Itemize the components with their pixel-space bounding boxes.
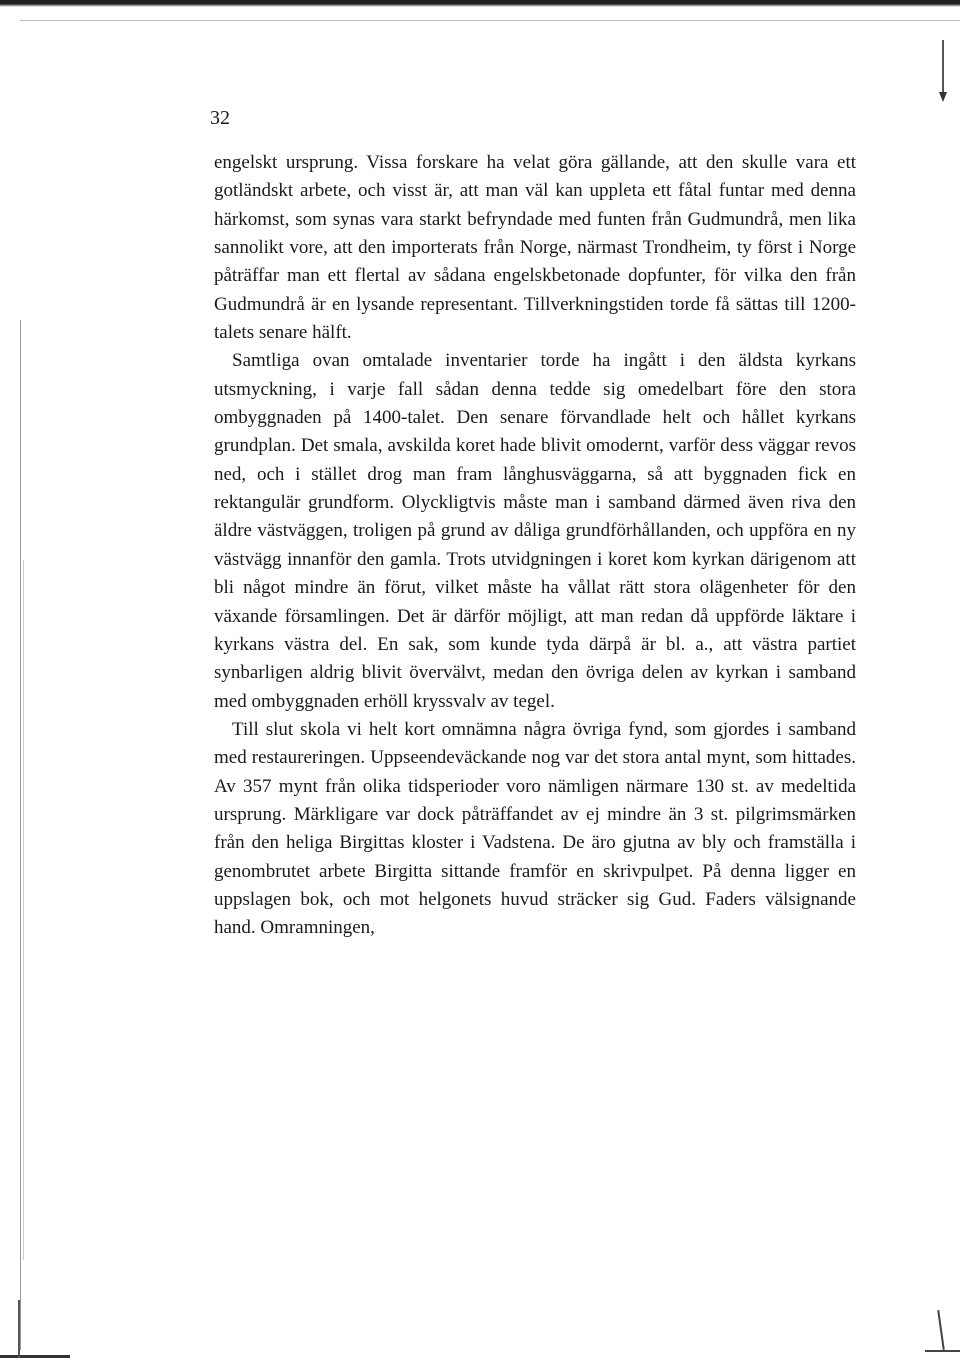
scan-corner-bottom-right-horizontal [925, 1350, 960, 1352]
scan-corner-bottom-left-vertical [18, 1300, 20, 1358]
scan-arrow-right [939, 92, 947, 102]
body-text [214, 149, 856, 943]
scan-corner-bottom-left [0, 1355, 70, 1358]
scan-edge-left [20, 320, 21, 1350]
paragraph-3: Till slut skola vi helt kort omnämna några övriga fynd, som gjordes i samband med restaureringen. Uppseendeväckande nog var det stora antal mynt, som hittades. Av 357 mynt från olika tidsperioder voro nämligen närmare 130 st. av medeltida ursprung. Märkligare var dock påträffandet av ej mindre än 3 st. pilgrimsmärken från den heliga Birgittas kloster i Vadstena. De äro gjutna av bly och framställa i genombrutet arbete Birgitta sittande framför en skrivpulpet. På denna ligger en uppslagen bok, och mot helgonets huvud sträcker sig Gud. Faders välsignande hand. Omramningen, [214, 718, 856, 939]
page-number: 32 [210, 107, 230, 129]
paragraph-1: engelskt ursprung. Vissa forskare ha velat göra gällande, att den skulle vara ett gotländskt arbete, och visst är, att man väl kan uppleta ett fåtal funtar med denna härkomst, som synas vara starkt befryndade med funten från Gudmundrå, men lika sannolikt vore, att den importerats från Norge, närmast Trondheim, ty först i Norge påträffar man ett flertal av sådana engelskbetonade dopfunter, för vilka den från Gudmundrå är en lysande representant. Tillverkningstiden torde få sättas till 1200-talets senare hälft. [214, 152, 856, 344]
scan-edge-top [0, 0, 960, 7]
paragraph-2: Samtliga ovan omtalade inventarier torde ha ingått i den äldsta kyrkans utsmyckning, i varje fall sådan denna tedde sig omedelbart före den stora ombyggnaden på 1400-talet. Den senare förvandlade helt och hållet kyrkans grundplan. Det smala, avskilda koret hade blivit omodernt, varför dess väggar revos ned, och i stället drog man fram långhusväggarna, så att byggnaden fick en rektangulär grundform. Olyckligtvis måste man i samband därmed även riva den äldre västväggen, troligen på grund av dåliga grundförhållanden, och uppföra en ny västvägg innanför den gamla. Trots utvidgningen i koret kom kyrkan därigenom att bli något mindre än förut, vilket måste ha vållat rätt stora olägenheter för den växande församlingen. Det är därför möjligt, att man redan då uppförde läktare i kyrkans västra del. En sak, som kunde tyda därpå är bl. a., att västra partiet synbarligen aldrig blivit övervälvt, medan den övriga delen av kyrkan i samband med ombyggnaden erhöll kryssvalv av tegel. [214, 350, 856, 712]
scan-line-top [20, 20, 960, 21]
scan-edge-left-faint [23, 560, 24, 1260]
scan-corner-bottom-right [937, 1310, 945, 1350]
scan-mark-right [942, 40, 944, 95]
